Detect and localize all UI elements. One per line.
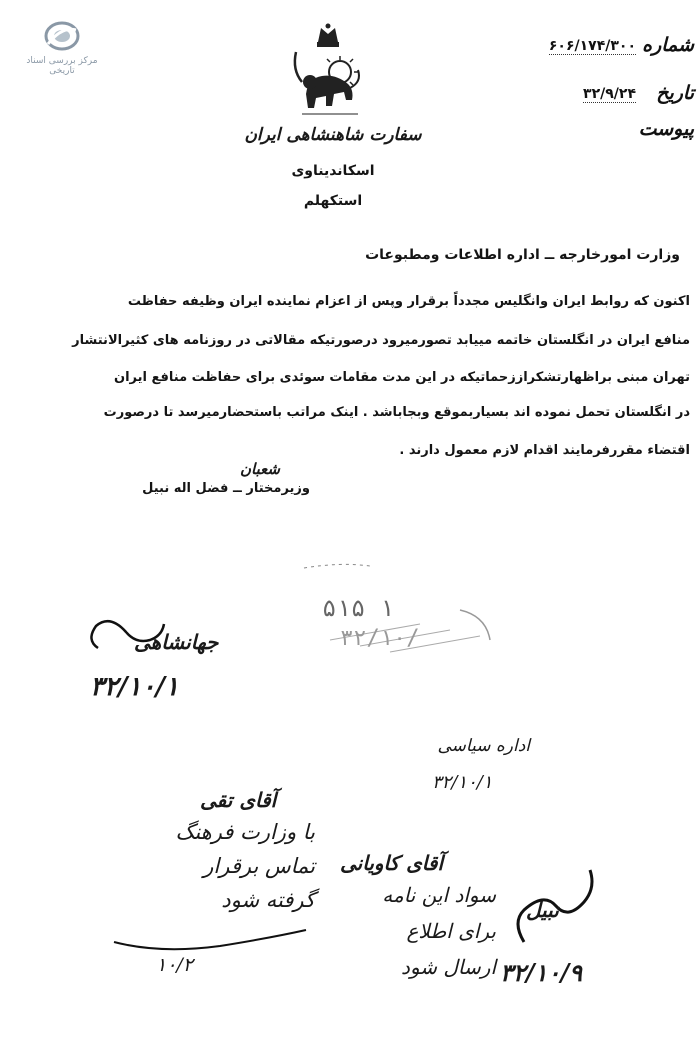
annotation-name: جهانشاهی: [134, 630, 219, 654]
annotation-kaviani: [300, 845, 500, 1015]
annotation-dept-text: اداره سیاسی: [437, 736, 530, 756]
number-value: ۶۰۶/۱۷۴/۳۰۰: [548, 38, 636, 54]
annotation-taghi-heading: آقای تقی: [200, 788, 277, 812]
annotation-taghi-line-1: با وزارت فرهنگ: [175, 820, 315, 844]
signature-scribble: شعبان: [240, 460, 280, 478]
handwritten-stroke-icon: [110, 920, 310, 960]
body-line-5: اقتضاء مقررفرمایند اقدام لازم معمول دارند .: [399, 443, 690, 458]
attachment-field: [514, 118, 694, 144]
annotation-political-dept: [400, 732, 540, 812]
signature-line: وزیرمختار ــ فضل اله نبیل: [142, 481, 310, 496]
annotation-kaviani-line-1: سواد این نامه: [382, 883, 496, 907]
lion-and-sun-crown-emblem-icon: [288, 22, 368, 122]
body-line-1: اکنون که روابط ایران وانگلیس مجدداً برقرار وپس از اعزام نماینده ایران وظیفه حفاظت: [127, 294, 690, 309]
annotation-nabil-signature: نبیل: [526, 898, 559, 922]
annotation-nabil-date: ۳۲/۱۰/۹: [500, 958, 582, 987]
date-label: تاریخ: [656, 82, 694, 104]
attachment-label: پیوست: [638, 118, 694, 140]
embassy-name: سفارت شاهنشاهی ایران: [244, 125, 422, 145]
annotation-kaviani-heading: آقای کاویانی: [340, 851, 443, 875]
annotation-jahanshahi: [80, 610, 220, 720]
annotation-taghi-date: ۱۰/۲: [156, 954, 194, 976]
region-name: اسکاندیناوی: [291, 163, 375, 179]
number-field: [514, 34, 694, 60]
body-line-4: در انگلستان تحمل نموده اند بسیاربموقع وبجاباشد . اینک مراتب باستحضارمیرسد تا درصورت: [103, 405, 690, 420]
city-name: استکهلم: [303, 193, 363, 209]
addressee-line: وزارت امورخارجه ــ اداره اطلاعات ومطبوعات: [365, 247, 680, 263]
body-line-2: منافع ایران در انگلستان خاتمه مییابد تصورمیرود درصورتیکه مقالاتی در روزنامه های کثیرالانتشار: [72, 333, 690, 348]
date-value: ۳۲/۹/۲۴: [583, 86, 636, 102]
handwritten-stroke-icon: [504, 862, 614, 952]
watermark: [14, 20, 110, 76]
annotation-kaviani-line-2: برای اطلاع: [406, 919, 496, 943]
annotation-date: ۳۲/۱۰/۱: [90, 672, 179, 702]
annotation-nabil: [500, 862, 620, 1012]
registration-stamp: [300, 560, 500, 670]
archive-logo-icon: [42, 20, 82, 52]
body-line-3: تهران مبنی براظهارتشکراززحماتیکه در این مدت مقامات سوئدی برای حفاظت منافع ایران: [114, 370, 690, 385]
annotation-dept-date: ۳۲/۱۰/۱: [432, 772, 493, 793]
annotation-taghi-line-2: تماس برقرار: [203, 854, 315, 878]
annotation-kaviani-line-3: ارسال شود: [401, 955, 496, 979]
annotation-taghi: [100, 782, 320, 982]
number-label: شماره: [642, 34, 694, 56]
stamp-date: ۳۲/۱۰/: [340, 626, 420, 651]
date-field: [514, 82, 694, 108]
annotation-taghi-line-3: گرفته شود: [221, 888, 315, 912]
watermark-text: مرکز بررسی اسناد تاریخی: [26, 56, 98, 76]
stamp-number: ۵۱۵ ۱: [322, 594, 395, 622]
